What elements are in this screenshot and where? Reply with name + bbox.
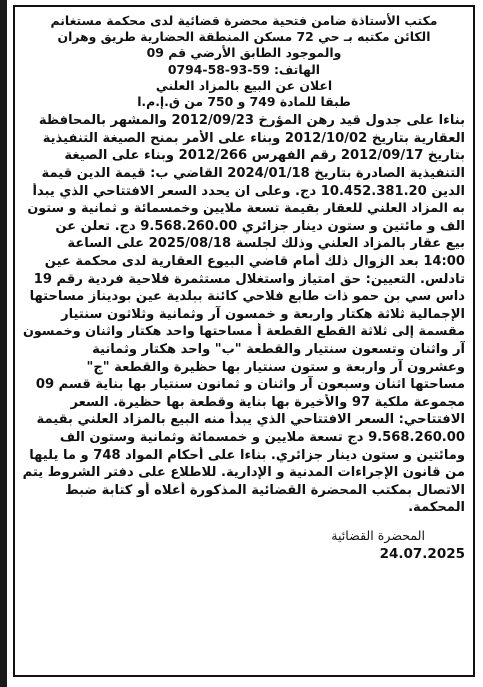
floor-line: والموجود الطابق الأرضي قم 09 — [146, 45, 342, 61]
body-line: ومائتين و ستون دينار جزائري. بناءا على أحكام المواد 748 و ما يليها — [29, 447, 465, 463]
body-line: بيع عقار بالمزاد العلني وذلك لجلسة 2025/08/18 على الساعة — [67, 236, 465, 252]
notice-footer — [23, 527, 465, 563]
body-line: وعشرون آر واربعة و ستون سنتيار بها حظيرة والقطعة "ج" — [86, 359, 465, 375]
body-line: به المزاد العلني للعقار بقيمة تسعة ملايين وخمسمائة و ثمانية و ستون — [27, 201, 465, 217]
body-line: بتاريخ 2012/09/17 رقم الفهرس 2012/266 وبناء على الصيغة — [64, 148, 465, 164]
body-line: المحكمة. — [408, 500, 465, 516]
notice-date: 24.07.2025 — [379, 545, 465, 562]
phone-line: الهاتف: 59-93-58-0794 — [167, 61, 321, 77]
body-line: بناءا على جدول قيد رهن المؤرخ 2012/09/23 والمشهر بالمحافظة — [38, 113, 465, 129]
left-column-rule — [0, 0, 7, 687]
body-line: تادلس. التعيين: حق امتياز واستغلال مستثمرة فلاحية فردية رقم 19 — [33, 271, 465, 287]
body-line: الإجمالية ثلاثة هكتار واربعة و خمسون آر وثمانية وثلاثون سنتيار — [61, 306, 465, 322]
body-line: الافتتاحي: السعر الافتتاحي الذي يبدأ منه البيع بالمزاد العلني بقيمة — [36, 412, 465, 428]
body-line: 14:00 بعد الزوال ذلك أمام قاضي البيوع العقارية لدى محكمة عين — [44, 253, 465, 269]
body-line: من قانون الإجراءات المدنية و الإدارية. للاطلاع على دفتر الشروط يتم — [23, 465, 465, 481]
body-line: الدين 10.452.381.20 دج. وعلى ان يحدد السعر الافتتاحي الذي يبدأ — [32, 183, 465, 199]
body-line: 9.568.260.00 دج تسعة ملايين و خمسمائة وثمانية وستون الف — [59, 429, 465, 445]
body-line: العقارية بتاريخ 2012/10/02 وبناء على الأمر بمنح الصيغة التنفيذية — [42, 130, 465, 146]
signatory-title: المحضرة القضائية — [331, 527, 425, 543]
notice-header — [23, 13, 465, 110]
auction-notice — [13, 5, 475, 677]
body-line: آر واثنان وتسعون سنتيار والقطعة "ب" واحد هكتار وثمانية — [92, 341, 465, 357]
body-line: مقسمة إلى ثلاثة القطع القطعة أ مساحتها واحد هكتار واثنان وخمسون — [23, 324, 465, 340]
body-line: مجموعة ملكية 97 والأخيرة بها بناية وقطعة بها حظيرة. السعر — [70, 394, 465, 410]
notice-body — [23, 112, 465, 517]
body-line: الاتصال بمكتب المحضرة القضائية المذكورة أعلاه أو كتابة ضبط — [65, 482, 465, 498]
address-line: الكائن مكتبه بـ حي 72 مسكن المنطقة الحضارية طريق وهران — [57, 29, 431, 45]
announcement-title: اعلان عن البيع بالمزاد العلني — [155, 77, 333, 93]
body-line: التنفيذية الصادرة بتاريخ 2024/01/18 القاضي ب: قيمة الدين قيمة — [41, 166, 465, 181]
office-line: مكتب الأستاذة ضامن فتحية محضرة قضائية لدى محكمة مستغانم — [50, 13, 438, 28]
body-line: الف و مائتين و ستون دينار جزائري 9.568.260.00 دج. تعلن عن — [55, 218, 465, 234]
body-line: داس سي بن حمو ذات طابع فلاحي كائنة ببلدية عين بوديناز مساحتها — [29, 289, 465, 305]
legal-reference-line: طبقا للمادة 749 و 750 من ق.إ.م.ا — [137, 94, 351, 110]
body-line: مساحتها اثنان وسبعون آر واثنان و ثمانون سنتيار بها بناية قسم 09 — [35, 377, 465, 393]
